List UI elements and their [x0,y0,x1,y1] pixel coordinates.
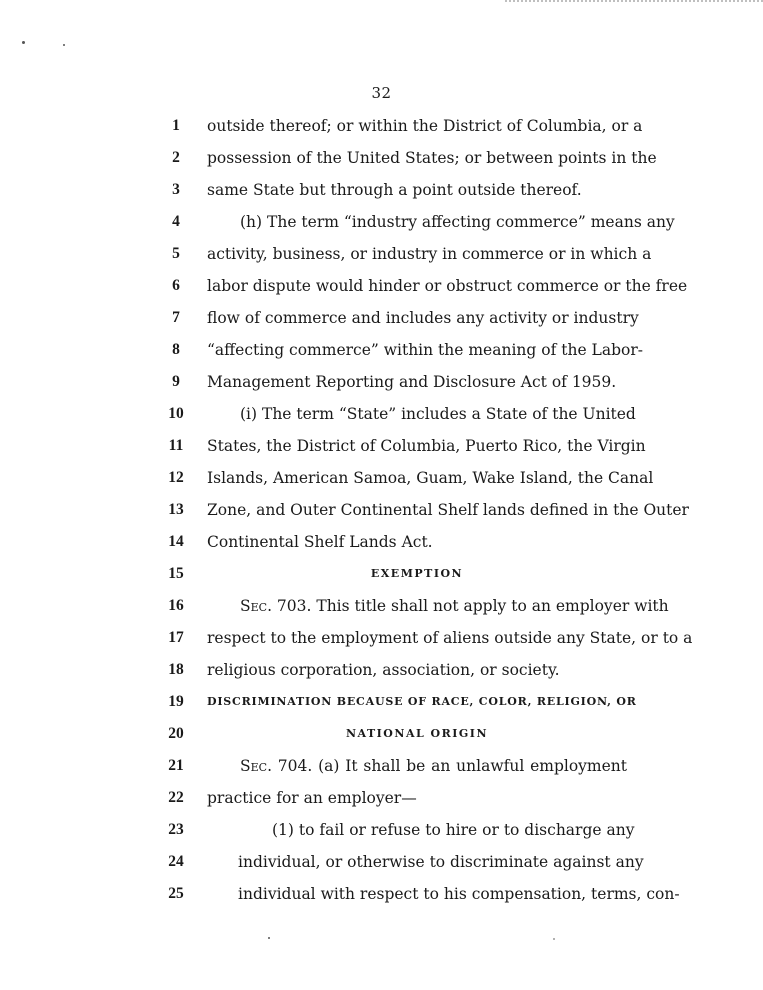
scan-speck [268,937,270,939]
line-text: same State but through a point outside thereof. [207,181,582,199]
document-line [0,658,763,682]
document-line [0,818,763,842]
line-number: 22 [168,789,184,806]
line-number: 1 [172,117,180,134]
line-number: 24 [168,853,184,870]
line-number: 16 [168,597,184,614]
document-line [0,850,763,874]
line-text: possession of the United States; or between points in the [207,149,657,167]
line-number: 7 [172,309,180,326]
line-number: 13 [168,501,184,518]
line-text: activity, business, or industry in commerce or in which a [207,245,652,263]
line-text: Zone, and Outer Continental Shelf lands defined in the Outer [207,501,689,519]
line-number: 5 [172,245,180,262]
document-line [0,626,763,650]
line-number: 8 [172,341,180,358]
line-number: 11 [168,437,184,454]
document-line [0,146,763,170]
scan-speck [553,938,555,940]
document-line [0,210,763,234]
line-text: individual with respect to his compensation, terms, con- [238,885,680,903]
line-number: 12 [168,469,184,486]
line-number: 15 [168,565,184,582]
line-text: Management Reporting and Disclosure Act of 1959. [207,373,617,391]
scan-dotted-edge [505,0,763,5]
document-line [0,434,763,458]
line-text: religious corporation, association, or society. [207,661,560,679]
line-number: 25 [168,885,184,902]
document-line [0,274,763,298]
document-line [0,786,763,810]
document-line [0,306,763,330]
line-text: outside thereof; or within the District of Columbia, or a [207,117,643,135]
line-number: 23 [168,821,184,838]
line-text: (i) The term “State” includes a State of the United [240,405,636,423]
line-text: flow of commerce and includes any activity or industry [207,309,639,327]
line-number: 9 [172,373,180,390]
line-number: 18 [168,661,184,678]
document-line [0,370,763,394]
line-text-body: 704. (a) It shall be an unlawful employment [272,757,627,775]
line-text-body: 703. This title shall not apply to an employer with [272,597,669,615]
document-line [0,402,763,426]
line-number: 10 [168,405,184,422]
line-text: practice for an employer— [207,789,417,807]
document-line [0,562,763,586]
line-number: 21 [168,757,184,774]
line-number: 3 [172,181,180,198]
document-line [0,498,763,522]
document-line [0,466,763,490]
line-text: Islands, American Samoa, Guam, Wake Island, the Canal [207,469,654,487]
line-text: (1) to fail or refuse to hire or to discharge any [272,821,635,839]
line-number: 17 [168,629,184,646]
scan-speck [22,41,25,44]
document-line [0,882,763,906]
line-number: 20 [168,725,184,742]
document-line [0,722,763,746]
document-line [0,594,763,618]
document-line [0,754,763,778]
document-line [0,242,763,266]
section-heading: NATIONAL ORIGIN [345,727,489,740]
scan-speck [63,44,65,46]
section-heading: EXEMPTION [370,567,464,580]
line-number: 14 [168,533,184,550]
section-label: Sec. [240,757,272,775]
line-text [240,594,669,618]
line-number: 19 [168,693,184,710]
document-line [0,114,763,138]
line-text: (h) The term “industry affecting commerce” means any [240,213,675,231]
section-heading: DISCRIMINATION BECAUSE OF RACE, COLOR, RELIGION, OR [207,695,637,708]
line-number: 4 [172,213,180,230]
document-line [0,178,763,202]
line-text: States, the District of Columbia, Puerto Rico, the Virgin [207,437,646,455]
line-text: labor dispute would hinder or obstruct commerce or the free [207,277,688,295]
line-text: individual, or otherwise to discriminate against any [238,853,644,871]
line-text: “affecting commerce” within the meaning of the Labor- [207,341,643,359]
document-line [0,338,763,362]
document-line [0,690,763,714]
line-number: 6 [172,277,180,294]
line-number: 2 [172,149,180,166]
line-text: Continental Shelf Lands Act. [207,533,433,551]
document-line [0,530,763,554]
page-number: 32 [371,84,392,102]
line-text [240,754,627,778]
section-label: Sec. [240,597,272,615]
line-text: respect to the employment of aliens outside any State, or to a [207,629,693,647]
